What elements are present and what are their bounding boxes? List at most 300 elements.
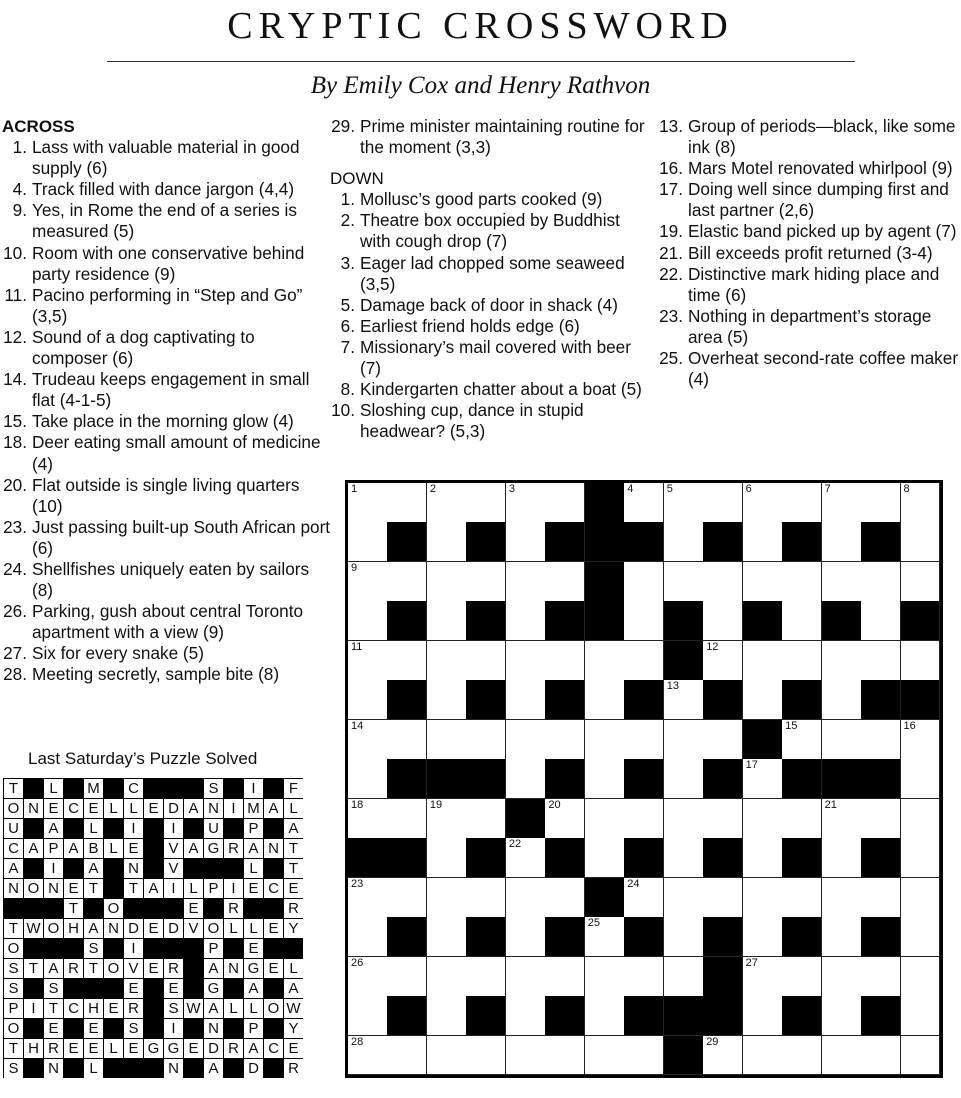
grid-cell[interactable] bbox=[585, 957, 625, 997]
clue-number: 8. bbox=[340, 379, 355, 400]
grid-cell[interactable] bbox=[861, 720, 901, 760]
clue-number: 1. bbox=[340, 189, 355, 210]
solution-letter: N bbox=[264, 839, 283, 858]
grid-cell[interactable] bbox=[427, 1036, 467, 1076]
grid-cell[interactable] bbox=[506, 957, 546, 997]
solution-black-square bbox=[184, 859, 203, 878]
grid-cell[interactable] bbox=[348, 759, 388, 799]
clue-number: 27. bbox=[3, 643, 27, 664]
solution-letter: E bbox=[104, 999, 123, 1018]
solution-letter: T bbox=[4, 1039, 23, 1058]
grid-cell[interactable] bbox=[861, 957, 901, 997]
solution-black-square bbox=[104, 859, 123, 878]
clue bbox=[2, 200, 332, 242]
grid-black-square bbox=[822, 759, 862, 799]
grid-cell[interactable] bbox=[506, 838, 546, 878]
solution-letter: S bbox=[84, 939, 103, 958]
grid-cell[interactable] bbox=[822, 483, 862, 523]
grid-cell[interactable] bbox=[427, 838, 467, 878]
grid-cell[interactable] bbox=[782, 720, 822, 760]
clue-text: Prime minister maintaining routine for the moment (3,3) bbox=[360, 116, 645, 158]
grid-cell[interactable] bbox=[743, 838, 783, 878]
grid-black-square bbox=[545, 917, 585, 957]
grid-cell[interactable] bbox=[664, 957, 704, 997]
grid-black-square bbox=[506, 799, 546, 839]
solution-letter: L bbox=[104, 839, 123, 858]
grid-cell[interactable] bbox=[624, 483, 664, 523]
solution-black-square bbox=[264, 1019, 283, 1038]
solution-letter: P bbox=[244, 1019, 263, 1038]
grid-cell[interactable] bbox=[703, 720, 743, 760]
solution-letter: V bbox=[124, 959, 143, 978]
grid-cell[interactable] bbox=[703, 562, 743, 602]
grid-cell[interactable] bbox=[624, 720, 664, 760]
grid-cell[interactable] bbox=[743, 759, 783, 799]
grid-clue-number: 5 bbox=[666, 483, 673, 495]
grid-black-square bbox=[703, 522, 743, 562]
grid-cell[interactable] bbox=[861, 562, 901, 602]
grid-cell[interactable] bbox=[427, 562, 467, 602]
grid-cell[interactable] bbox=[861, 878, 901, 918]
solution-letter: E bbox=[124, 979, 143, 998]
grid-cell[interactable] bbox=[348, 601, 388, 641]
solution-letter: E bbox=[144, 919, 163, 938]
grid-clue-number: 16 bbox=[903, 719, 916, 732]
solution-black-square bbox=[184, 1059, 203, 1078]
grid-cell[interactable] bbox=[427, 917, 467, 957]
grid-cell[interactable] bbox=[822, 878, 862, 918]
solution-letter: N bbox=[204, 799, 223, 818]
grid-cell[interactable] bbox=[664, 799, 704, 839]
grid-cell[interactable] bbox=[703, 878, 743, 918]
grid-black-square bbox=[901, 601, 941, 641]
clues-column-1 bbox=[2, 116, 332, 686]
grid-cell[interactable] bbox=[466, 641, 506, 681]
clue bbox=[2, 517, 332, 559]
grid-cell[interactable] bbox=[427, 799, 467, 839]
solution-letter: I bbox=[124, 939, 143, 958]
solution-black-square bbox=[244, 899, 263, 918]
solution-letter: I bbox=[44, 859, 63, 878]
grid-cell[interactable] bbox=[901, 878, 941, 918]
clue bbox=[658, 179, 961, 221]
grid-clue-number: 13 bbox=[666, 680, 679, 693]
grid-cell[interactable] bbox=[624, 957, 664, 997]
grid-cell[interactable] bbox=[585, 996, 625, 1036]
solution-letter: S bbox=[4, 1059, 23, 1078]
grid-cell[interactable] bbox=[506, 720, 546, 760]
solution-black-square bbox=[44, 899, 63, 918]
solution-letter: G bbox=[204, 979, 223, 998]
grid-cell[interactable] bbox=[901, 957, 941, 997]
clue-number: 4. bbox=[12, 179, 27, 200]
grid-cell[interactable] bbox=[545, 957, 585, 997]
solution-letter: I bbox=[164, 819, 183, 838]
solution-letter: W bbox=[284, 999, 303, 1018]
solution-letter: P bbox=[204, 879, 223, 898]
solution-letter: H bbox=[24, 1039, 43, 1058]
clue-number: 18. bbox=[3, 432, 27, 453]
last-puzzle-heading: Last Saturday’s Puzzle Solved bbox=[28, 749, 258, 768]
grid-cell[interactable] bbox=[743, 680, 783, 720]
solution-letter: D bbox=[164, 799, 183, 818]
clue bbox=[658, 158, 961, 179]
grid-cell[interactable] bbox=[861, 601, 901, 641]
grid-cell[interactable] bbox=[585, 1036, 625, 1076]
grid-cell[interactable] bbox=[427, 957, 467, 997]
grid-black-square bbox=[348, 838, 388, 878]
solution-letter: C bbox=[264, 879, 283, 898]
grid-cell[interactable] bbox=[782, 601, 822, 641]
solution-black-square bbox=[104, 879, 123, 898]
solution-letter: L bbox=[244, 859, 263, 878]
grid-cell[interactable] bbox=[387, 720, 427, 760]
grid-cell[interactable] bbox=[466, 799, 506, 839]
grid-cell[interactable] bbox=[506, 641, 546, 681]
grid-cell[interactable] bbox=[387, 957, 427, 997]
solution-letter: N bbox=[44, 879, 63, 898]
clue-number: 28. bbox=[3, 664, 27, 685]
grid-cell[interactable] bbox=[901, 562, 941, 602]
grid-cell[interactable] bbox=[585, 759, 625, 799]
solution-letter: N bbox=[4, 879, 23, 898]
grid-black-square bbox=[545, 759, 585, 799]
solution-black-square bbox=[264, 939, 283, 958]
grid-cell[interactable] bbox=[743, 522, 783, 562]
grid-cell[interactable] bbox=[387, 1036, 427, 1076]
grid-cell[interactable] bbox=[743, 917, 783, 957]
solution-letter: N bbox=[224, 959, 243, 978]
grid-cell[interactable] bbox=[585, 917, 625, 957]
grid-cell[interactable] bbox=[822, 799, 862, 839]
grid-cell[interactable] bbox=[466, 1036, 506, 1076]
grid-cell[interactable] bbox=[545, 483, 585, 523]
grid-cell[interactable] bbox=[427, 641, 467, 681]
grid-cell[interactable] bbox=[348, 957, 388, 997]
grid-cell[interactable] bbox=[348, 522, 388, 562]
grid-cell[interactable] bbox=[348, 680, 388, 720]
solution-letter: I bbox=[224, 879, 243, 898]
solution-letter: Y bbox=[284, 1019, 303, 1038]
clue-number: 6. bbox=[340, 315, 355, 336]
solution-letter: A bbox=[4, 859, 23, 878]
grid-cell[interactable] bbox=[901, 996, 941, 1036]
grid-cell[interactable] bbox=[427, 483, 467, 523]
grid-cell[interactable] bbox=[743, 957, 783, 997]
grid-cell[interactable] bbox=[861, 1036, 901, 1076]
grid-black-square bbox=[545, 996, 585, 1036]
clue bbox=[330, 379, 650, 400]
grid-cell[interactable] bbox=[822, 957, 862, 997]
grid-cell[interactable] bbox=[861, 483, 901, 523]
clue-text: Just passing built-up South African port (6) bbox=[32, 516, 331, 558]
grid-cell[interactable] bbox=[506, 759, 546, 799]
solution-letter: P bbox=[44, 839, 63, 858]
grid-cell[interactable] bbox=[506, 996, 546, 1036]
grid-cell[interactable] bbox=[822, 838, 862, 878]
down-clue-list bbox=[330, 189, 650, 442]
grid-cell[interactable] bbox=[387, 878, 427, 918]
grid-clue-number: 3 bbox=[508, 483, 515, 495]
grid-cell[interactable] bbox=[427, 601, 467, 641]
solution-black-square bbox=[264, 779, 283, 798]
grid-cell[interactable] bbox=[466, 720, 506, 760]
grid-cell[interactable] bbox=[348, 641, 388, 681]
grid-cell[interactable] bbox=[348, 483, 388, 523]
solution-letter: E bbox=[244, 879, 263, 898]
solution-black-square bbox=[44, 939, 63, 958]
clue-text: Overheat second-rate coffee maker (4) bbox=[688, 348, 959, 390]
grid-cell[interactable] bbox=[861, 799, 901, 839]
grid-cell[interactable] bbox=[348, 1036, 388, 1076]
solution-black-square bbox=[144, 899, 163, 918]
solution-letter: U bbox=[4, 819, 23, 838]
grid-black-square bbox=[466, 759, 506, 799]
solution-letter: L bbox=[44, 779, 63, 798]
grid-cell[interactable] bbox=[387, 562, 427, 602]
clue-text: Eager lad chopped some seaweed (3,5) bbox=[360, 252, 625, 294]
grid-cell[interactable] bbox=[624, 878, 664, 918]
solution-black-square bbox=[84, 979, 103, 998]
grid-cell[interactable] bbox=[506, 1036, 546, 1076]
grid-black-square bbox=[585, 601, 625, 641]
grid-cell[interactable] bbox=[545, 799, 585, 839]
grid-cell[interactable] bbox=[545, 562, 585, 602]
grid-cell[interactable] bbox=[664, 759, 704, 799]
grid-black-square bbox=[703, 996, 743, 1036]
clue-text: Earliest friend holds edge (6) bbox=[360, 315, 580, 336]
grid-black-square bbox=[466, 917, 506, 957]
grid-cell[interactable] bbox=[545, 878, 585, 918]
clue-text: Kindergarten chatter about a boat (5) bbox=[360, 379, 642, 400]
solution-black-square bbox=[144, 939, 163, 958]
grid-cell[interactable] bbox=[703, 1036, 743, 1076]
grid-cell[interactable] bbox=[782, 562, 822, 602]
solution-black-square bbox=[144, 1059, 163, 1078]
grid-cell[interactable] bbox=[387, 799, 427, 839]
grid-cell[interactable] bbox=[822, 917, 862, 957]
grid-cell[interactable] bbox=[782, 1036, 822, 1076]
grid-cell[interactable] bbox=[506, 483, 546, 523]
grid-black-square bbox=[387, 522, 427, 562]
grid-cell[interactable] bbox=[822, 720, 862, 760]
clue-text: Bill exceeds profit returned (3-4) bbox=[688, 242, 933, 263]
grid-cell[interactable] bbox=[782, 878, 822, 918]
solution-letter: M bbox=[244, 799, 263, 818]
grid-cell[interactable] bbox=[348, 996, 388, 1036]
grid-cell[interactable] bbox=[901, 799, 941, 839]
solution-letter: D bbox=[204, 1039, 223, 1058]
solution-letter: L bbox=[84, 1059, 103, 1078]
grid-cell[interactable] bbox=[782, 483, 822, 523]
grid-cell[interactable] bbox=[585, 838, 625, 878]
grid-cell[interactable] bbox=[506, 917, 546, 957]
grid-cell[interactable] bbox=[466, 957, 506, 997]
grid-cell[interactable] bbox=[703, 799, 743, 839]
grid-cell[interactable] bbox=[427, 720, 467, 760]
grid-cell[interactable] bbox=[624, 641, 664, 681]
grid-clue-number: 4 bbox=[627, 483, 634, 495]
clue bbox=[330, 295, 650, 316]
solution-black-square bbox=[184, 819, 203, 838]
grid-cell[interactable] bbox=[624, 799, 664, 839]
grid-cell[interactable] bbox=[822, 641, 862, 681]
grid-cell[interactable] bbox=[585, 799, 625, 839]
grid-black-square bbox=[782, 522, 822, 562]
grid-cell[interactable] bbox=[585, 680, 625, 720]
solution-letter: L bbox=[244, 919, 263, 938]
solution-letter: E bbox=[84, 799, 103, 818]
grid-cell[interactable] bbox=[348, 720, 388, 760]
solution-letter: G bbox=[164, 1039, 183, 1058]
clue-number: 1. bbox=[12, 137, 27, 158]
grid-cell[interactable] bbox=[743, 799, 783, 839]
solution-letter: A bbox=[64, 839, 83, 858]
grid-cell[interactable] bbox=[545, 641, 585, 681]
down-clue-list-continued bbox=[658, 116, 961, 390]
grid-cell[interactable] bbox=[743, 996, 783, 1036]
solution-letter: I bbox=[244, 779, 263, 798]
grid-cell[interactable] bbox=[743, 1036, 783, 1076]
grid-black-square bbox=[387, 759, 427, 799]
grid-cell[interactable] bbox=[664, 680, 704, 720]
grid-cell[interactable] bbox=[664, 838, 704, 878]
solution-letter: E bbox=[144, 799, 163, 818]
grid-cell[interactable] bbox=[624, 1036, 664, 1076]
grid-black-square bbox=[387, 680, 427, 720]
solution-letter: V bbox=[184, 919, 203, 938]
grid-cell[interactable] bbox=[348, 562, 388, 602]
solution-letter: R bbox=[44, 1039, 63, 1058]
grid-clue-number: 25 bbox=[587, 917, 601, 930]
grid-cell[interactable] bbox=[427, 996, 467, 1036]
grid-cell[interactable] bbox=[822, 996, 862, 1036]
solution-black-square bbox=[224, 779, 243, 798]
solution-letter: V bbox=[164, 859, 183, 878]
grid-clue-number: 24 bbox=[627, 877, 640, 890]
solution-black-square bbox=[104, 779, 123, 798]
grid-cell[interactable] bbox=[703, 641, 743, 681]
grid-cell[interactable] bbox=[901, 483, 941, 523]
solution-letter: N bbox=[44, 1059, 63, 1078]
grid-cell[interactable] bbox=[348, 917, 388, 957]
clue-number: 25. bbox=[659, 348, 683, 369]
solution-letter: T bbox=[64, 899, 83, 918]
clue-text: Trudeau keeps engagement in small flat (4-1-5) bbox=[32, 369, 310, 411]
grid-cell[interactable] bbox=[822, 680, 862, 720]
grid-cell[interactable] bbox=[664, 562, 704, 602]
grid-cell[interactable] bbox=[466, 483, 506, 523]
grid-cell[interactable] bbox=[624, 562, 664, 602]
grid-cell[interactable] bbox=[743, 878, 783, 918]
grid-cell[interactable] bbox=[703, 601, 743, 641]
clue bbox=[2, 475, 332, 517]
solution-letter: S bbox=[124, 1019, 143, 1038]
grid-cell[interactable] bbox=[585, 641, 625, 681]
grid-cell[interactable] bbox=[427, 680, 467, 720]
solution-black-square bbox=[224, 979, 243, 998]
grid-cell[interactable] bbox=[743, 483, 783, 523]
solution-letter: V bbox=[164, 839, 183, 858]
grid-cell[interactable] bbox=[901, 641, 941, 681]
grid-cell[interactable] bbox=[861, 641, 901, 681]
grid-cell[interactable] bbox=[585, 720, 625, 760]
solution-letter: W bbox=[184, 999, 203, 1018]
grid-cell[interactable] bbox=[506, 522, 546, 562]
grid-cell[interactable] bbox=[664, 483, 704, 523]
grid-cell[interactable] bbox=[822, 522, 862, 562]
grid-cell[interactable] bbox=[782, 641, 822, 681]
solution-letter: H bbox=[84, 999, 103, 1018]
grid-cell[interactable] bbox=[822, 562, 862, 602]
grid-cell[interactable] bbox=[703, 483, 743, 523]
grid-cell[interactable] bbox=[545, 1036, 585, 1076]
solution-black-square bbox=[184, 979, 203, 998]
grid-cell[interactable] bbox=[506, 562, 546, 602]
grid-cell[interactable] bbox=[348, 878, 388, 918]
grid-cell[interactable] bbox=[664, 878, 704, 918]
grid-cell[interactable] bbox=[387, 483, 427, 523]
grid-cell[interactable] bbox=[901, 759, 941, 799]
clue-text: Damage back of door in shack (4) bbox=[360, 294, 618, 315]
solution-letter: L bbox=[244, 999, 263, 1018]
grid-cell[interactable] bbox=[466, 878, 506, 918]
grid-cell[interactable] bbox=[901, 720, 941, 760]
solution-letter: T bbox=[4, 779, 23, 798]
grid-cell[interactable] bbox=[506, 878, 546, 918]
grid-cell[interactable] bbox=[466, 562, 506, 602]
clue bbox=[330, 337, 650, 379]
grid-cell[interactable] bbox=[624, 601, 664, 641]
solution-letter: D bbox=[124, 919, 143, 938]
grid-clue-number: 18 bbox=[351, 798, 364, 811]
solution-letter: R bbox=[284, 899, 303, 918]
grid-cell[interactable] bbox=[664, 522, 704, 562]
clue-number: 23. bbox=[659, 305, 683, 326]
grid-cell[interactable] bbox=[782, 799, 822, 839]
grid-cell[interactable] bbox=[387, 641, 427, 681]
grid-cell[interactable] bbox=[901, 838, 941, 878]
grid-black-square bbox=[861, 838, 901, 878]
grid-cell[interactable] bbox=[901, 1036, 941, 1076]
clue-number: 7. bbox=[340, 336, 355, 357]
grid-cell[interactable] bbox=[427, 878, 467, 918]
solution-letter: P bbox=[204, 939, 223, 958]
grid-black-square bbox=[545, 601, 585, 641]
grid-cell[interactable] bbox=[545, 720, 585, 760]
grid-cell[interactable] bbox=[664, 917, 704, 957]
grid-cell[interactable] bbox=[506, 601, 546, 641]
grid-cell[interactable] bbox=[782, 957, 822, 997]
clue-text: Track filled with dance jargon (4,4) bbox=[32, 179, 295, 200]
solution-letter: A bbox=[204, 959, 223, 978]
solution-letter: C bbox=[264, 1039, 283, 1058]
grid-cell[interactable] bbox=[743, 641, 783, 681]
grid-cell[interactable] bbox=[743, 562, 783, 602]
clue-text: Lass with valuable material in good supply (6) bbox=[32, 137, 300, 179]
grid-cell[interactable] bbox=[822, 1036, 862, 1076]
grid-cell[interactable] bbox=[348, 799, 388, 839]
grid-cell[interactable] bbox=[664, 720, 704, 760]
clue-text: Distinctive mark hiding place and time (6) bbox=[688, 263, 940, 305]
solution-letter: E bbox=[184, 899, 203, 918]
grid-cell[interactable] bbox=[901, 522, 941, 562]
clue-text: Six for every snake (5) bbox=[32, 643, 204, 664]
grid-black-square bbox=[782, 996, 822, 1036]
grid-cell[interactable] bbox=[901, 917, 941, 957]
grid-cell[interactable] bbox=[427, 522, 467, 562]
grid-cell[interactable] bbox=[506, 680, 546, 720]
